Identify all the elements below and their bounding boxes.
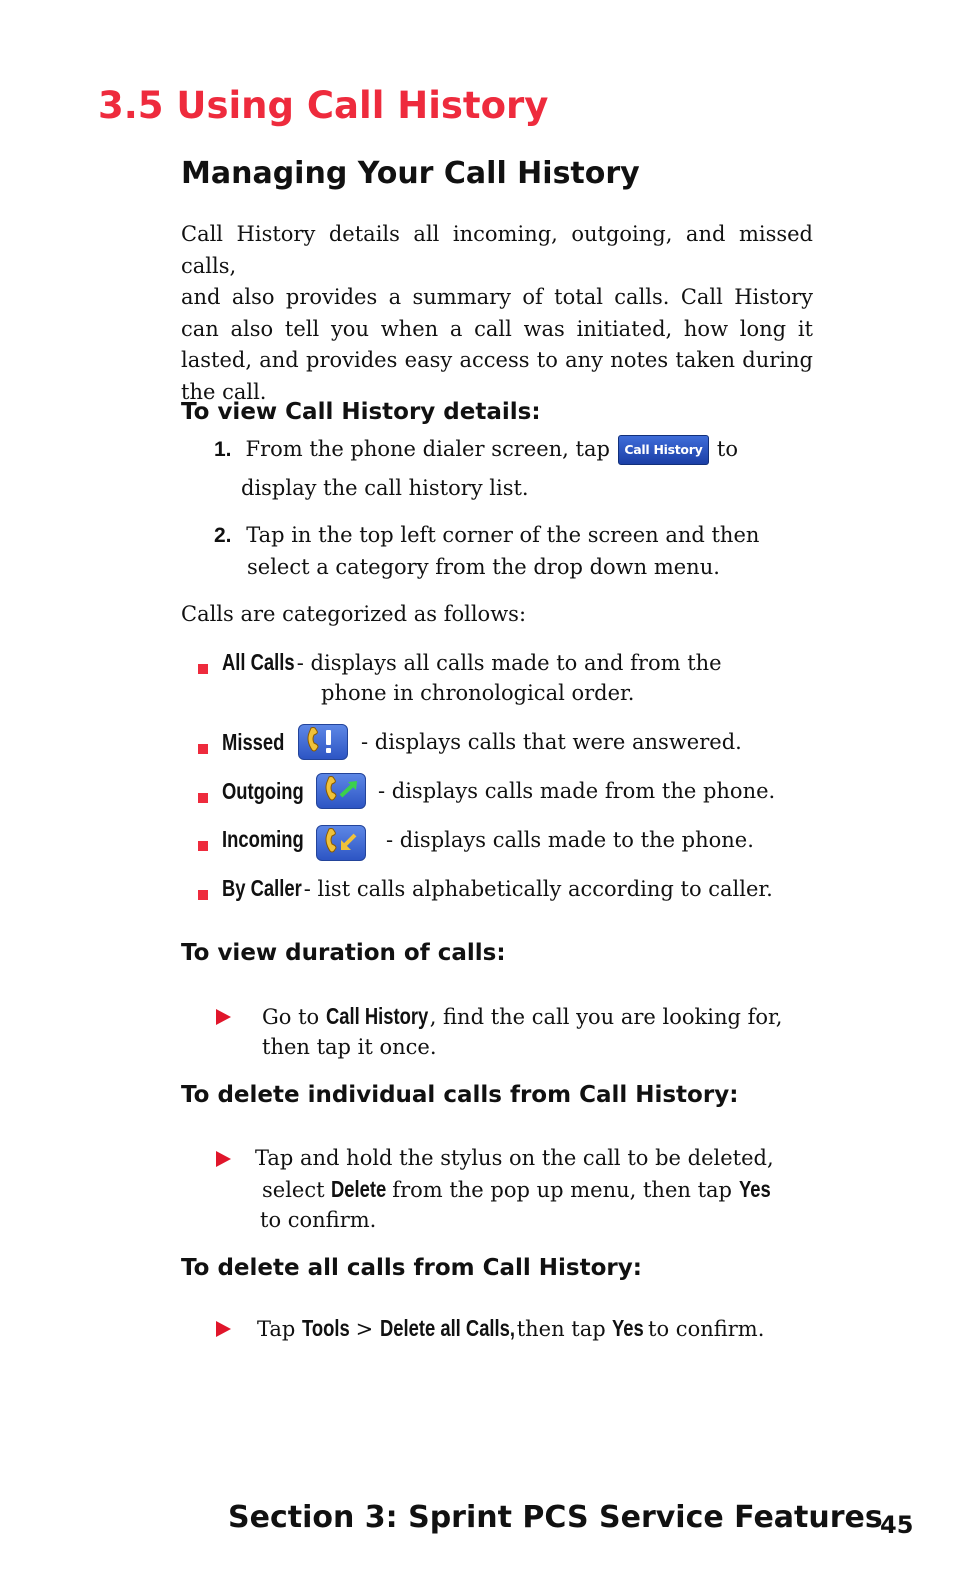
step-2-line-1: Tap in the top left corner of the screen and then: [246, 523, 760, 547]
delete-individual-arrow: [216, 1151, 231, 1171]
step-2-number: 2.: [214, 524, 232, 547]
footer-section-title: Section 3: Sprint PCS Service Features: [228, 1500, 883, 1535]
duration-bold: Call History: [325, 1003, 429, 1029]
category-outgoing-desc: - displays calls made from the phone.: [378, 779, 776, 803]
category-incoming-label: Incoming: [222, 826, 304, 852]
duration-text-before: Go to: [262, 1005, 320, 1029]
delete-all-t3: then tap: [516, 1317, 606, 1341]
category-incoming-label-wrap: [222, 824, 324, 856]
arrow-right-icon: [216, 1151, 231, 1167]
step-1-continuation: display the call history list.: [241, 476, 529, 500]
bullet-square: [198, 788, 208, 807]
bullet-square-icon: [198, 793, 208, 803]
category-missed-label-wrap: [222, 727, 300, 759]
delete-all-t2: >: [355, 1317, 374, 1341]
delete-all-b2: Delete all Calls,: [379, 1315, 515, 1341]
intro-paragraph: [181, 219, 813, 408]
category-all-calls-label: All Calls: [222, 649, 295, 675]
bullet-square: [198, 739, 208, 758]
categories-intro: Calls are categorized as follows:: [181, 602, 527, 626]
step-2-line-2: select a category from the drop down menu.: [247, 555, 720, 579]
bullet-square: [198, 836, 208, 855]
outgoing-call-icon: [316, 773, 366, 809]
bullet-square-icon: [198, 744, 208, 754]
step-2: [214, 520, 759, 551]
delete-individual-bold-2: Yes: [738, 1176, 771, 1202]
missed-call-icon: [298, 724, 348, 760]
step-1-text-after: to: [716, 437, 739, 461]
page-subtitle: Managing Your Call History: [181, 156, 640, 191]
category-outgoing-label: Outgoing: [222, 778, 304, 804]
duration-line-1: [262, 1001, 782, 1033]
category-by-caller: [222, 873, 773, 905]
delete-all-line: [257, 1313, 764, 1345]
incoming-call-icon: [316, 825, 366, 861]
delete-all-t4: to confirm.: [648, 1317, 765, 1341]
step-1-text: From the phone dialer screen, tap: [245, 437, 610, 461]
duration-line-2: then tap it once.: [262, 1035, 437, 1059]
bullet-square-icon: [198, 890, 208, 900]
category-incoming-desc: - displays calls made to the phone.: [386, 828, 754, 852]
category-all-calls: [222, 647, 722, 679]
delete-individual-text-b: from the pop up menu, then tap: [392, 1178, 732, 1202]
category-missed-desc: - displays calls that were answered.: [361, 730, 742, 754]
bullet-square: [198, 885, 208, 904]
arrow-right-icon: [216, 1009, 231, 1025]
delete-all-b3: Yes: [612, 1315, 645, 1341]
duration-heading: To view duration of calls:: [181, 940, 506, 966]
page-number: 45: [880, 1511, 914, 1539]
intro-line-5: the call.: [181, 379, 267, 404]
delete-all-b1: Tools: [302, 1315, 350, 1341]
delete-all-t1: Tap: [257, 1317, 296, 1341]
bullet-square: [198, 659, 208, 678]
section-title: 3.5 Using Call History: [98, 84, 549, 127]
intro-line-4: lasted, and provides easy access to any notes taken during: [181, 348, 813, 372]
delete-individual-heading: To delete individual calls from Call History:: [181, 1082, 739, 1108]
step-1-number: 1.: [214, 438, 232, 461]
delete-individual-line-1: Tap and hold the stylus on the call to be deleted,: [255, 1146, 774, 1170]
category-by-caller-desc: - list calls alphabetically according to caller.: [303, 877, 773, 901]
delete-individual-bold-1: Delete: [331, 1176, 387, 1202]
intro-line-1: Call History details all incoming, outgoing, and missed calls,: [181, 222, 813, 278]
category-all-calls-desc-2: phone in chronological order.: [321, 681, 635, 705]
call-history-button[interactable]: Call History: [618, 435, 709, 465]
delete-individual-text-a: select: [262, 1178, 325, 1202]
delete-all-arrow: [216, 1321, 231, 1341]
duration-text-after: , find the call you are looking for,: [429, 1005, 783, 1029]
arrow-right-icon: [216, 1321, 231, 1337]
category-by-caller-label: By Caller: [222, 875, 302, 901]
bullet-square-icon: [198, 664, 208, 674]
bullet-square-icon: [198, 841, 208, 851]
delete-individual-line-3: to confirm.: [260, 1208, 377, 1232]
delete-all-heading: To delete all calls from Call History:: [181, 1255, 642, 1281]
delete-individual-line-2: [262, 1174, 778, 1206]
intro-line-3: can also tell you when a call was initiated, how long it: [181, 316, 813, 341]
view-details-heading: To view Call History details:: [181, 399, 541, 425]
intro-line-2: and also provides a summary of total calls. Call History: [181, 285, 813, 309]
duration-arrow: [216, 1009, 231, 1029]
step-1: [214, 434, 738, 465]
category-outgoing-label-wrap: [222, 776, 324, 808]
category-all-calls-desc: - displays all calls made to and from the: [296, 651, 722, 675]
category-missed-label: Missed: [222, 729, 285, 755]
